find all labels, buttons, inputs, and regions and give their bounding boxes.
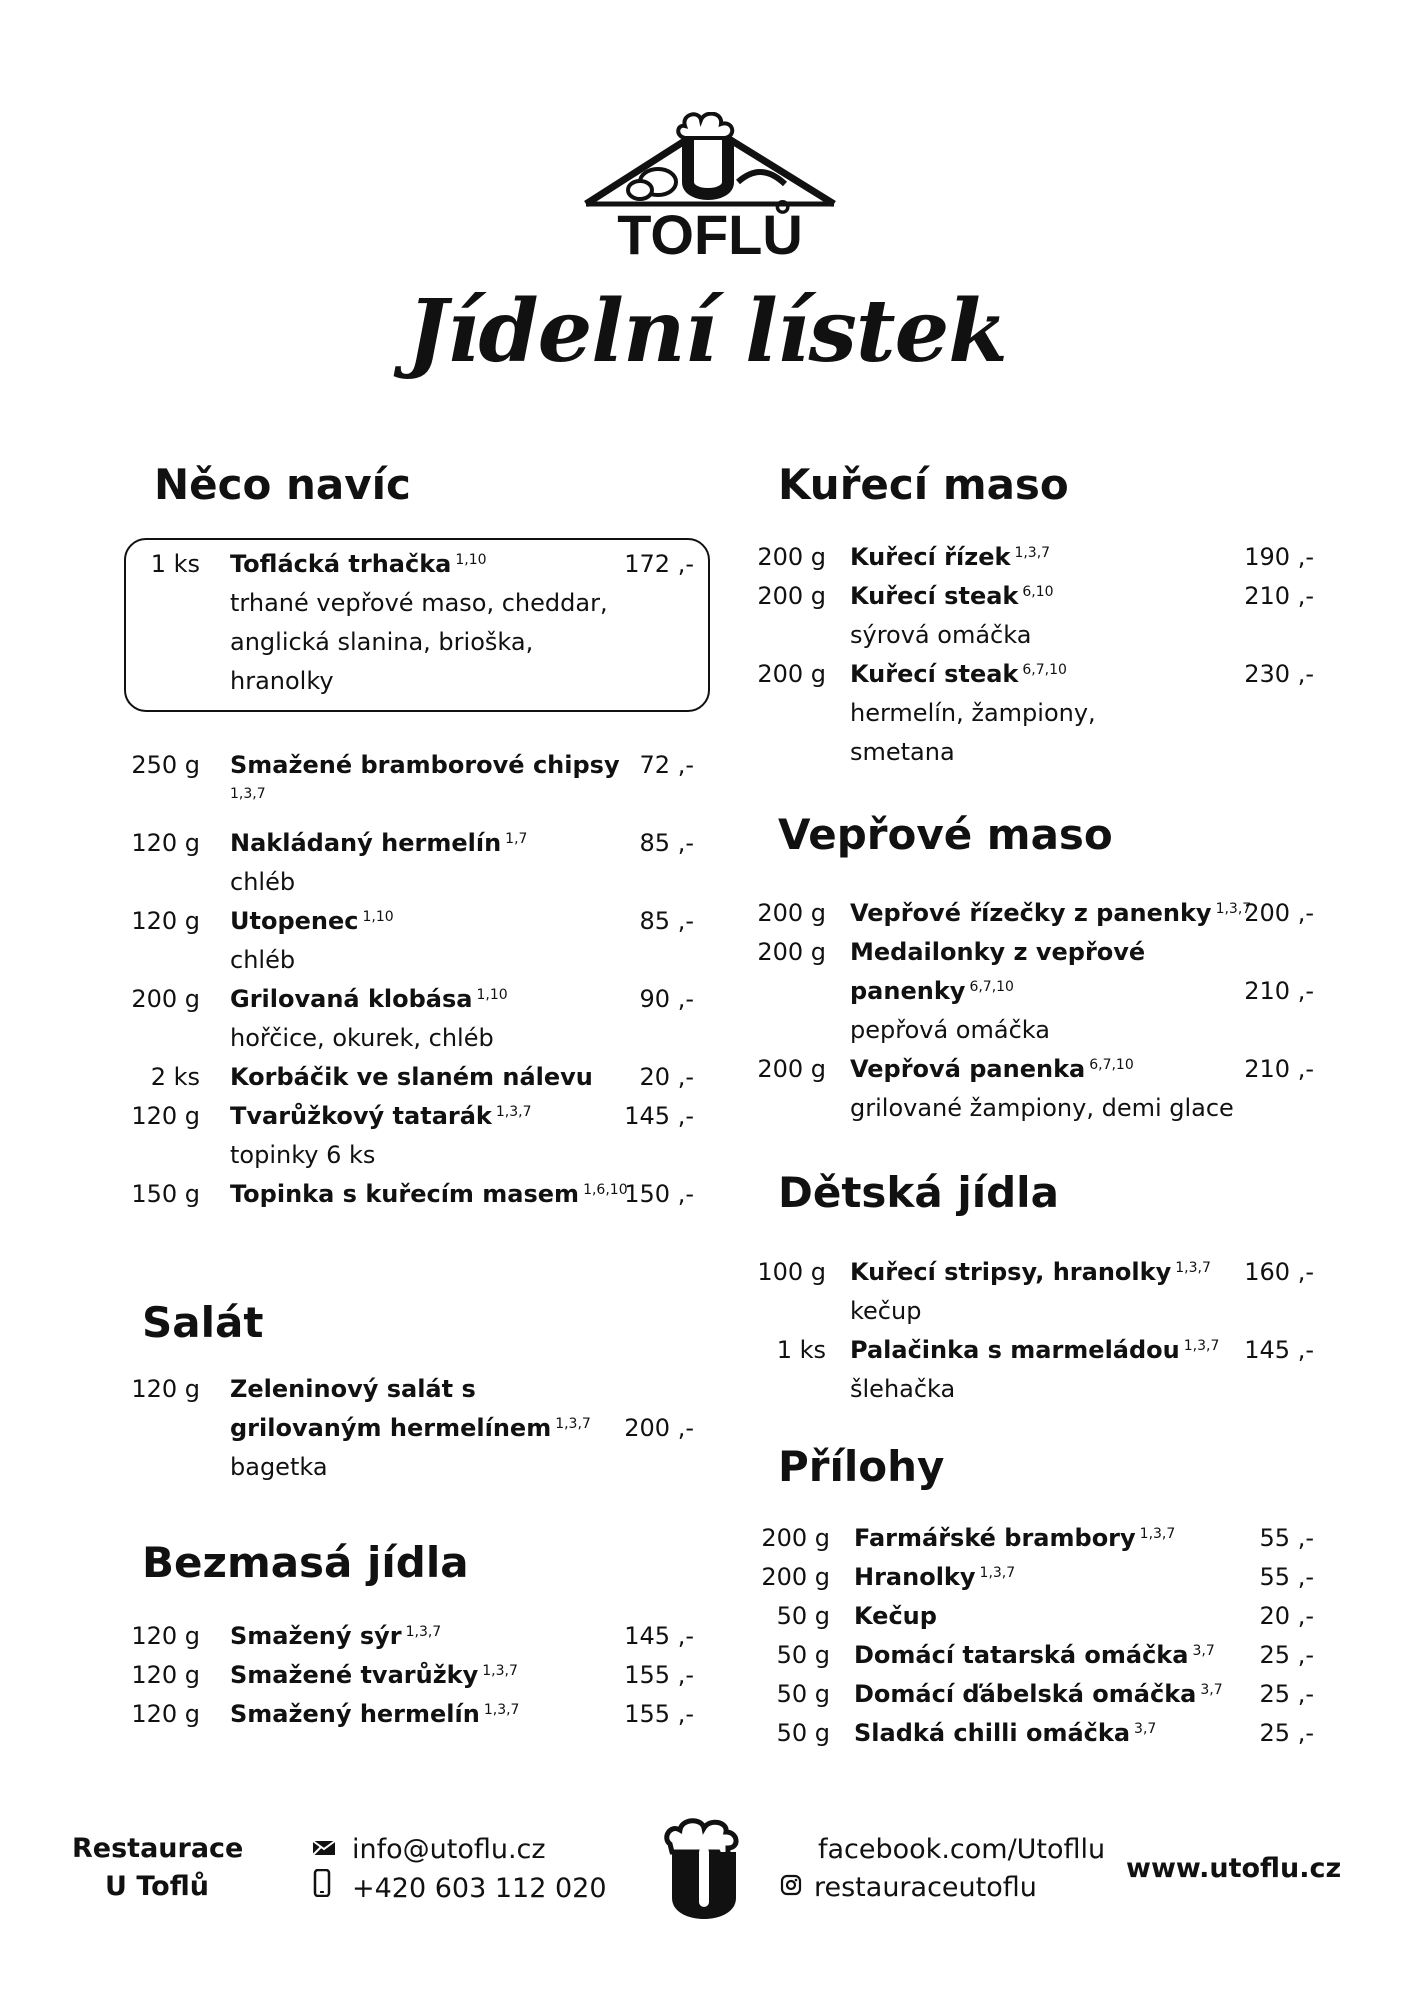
item-qty: 120 g (131, 1622, 200, 1650)
item-name-text: Smažené tvarůžky (230, 1661, 479, 1689)
item-name (230, 545, 487, 584)
item-price: 85 ,- (639, 829, 694, 857)
item-name: Smažené bramborové chipsy (230, 751, 620, 779)
item-description: sýrová omáčka (850, 621, 1032, 649)
item-price: 155 ,- (624, 1700, 694, 1728)
section-title-prilohy: Přílohy (778, 1442, 945, 1491)
item-name-text: Tvarůžkový tatarák (230, 1102, 492, 1130)
item-name (854, 1558, 1015, 1597)
footer-website[interactable]: www.utoflu.cz (1126, 1853, 1342, 1884)
item-name-text: Vepřová panenka (850, 1055, 1086, 1083)
footer-restaurant-name-2: U Toflů (105, 1871, 209, 1902)
item-qty: 100 g (757, 1258, 826, 1286)
item-name: Medailonky z vepřové (850, 938, 1146, 966)
item-price: 25 ,- (1259, 1719, 1314, 1747)
section-title-salat: Salát (142, 1298, 264, 1347)
item-price: 85 ,- (639, 907, 694, 935)
allergens: 1,3,7 (1183, 1338, 1220, 1354)
item-price: 20 ,- (639, 1063, 694, 1091)
item-name-text: Kuřecí steak (850, 582, 1019, 610)
item-qty: 50 g (776, 1602, 830, 1630)
item-name (854, 1519, 1175, 1558)
item-price: 210 ,- (1244, 1055, 1314, 1083)
item-price: 210 ,- (1244, 977, 1314, 1005)
item-qty: 200 g (757, 938, 826, 966)
item-name (230, 1695, 519, 1734)
item-qty: 200 g (761, 1524, 830, 1552)
item-qty: 200 g (757, 1055, 826, 1083)
item-description: hranolky (230, 667, 334, 695)
item-name-text: Kuřecí řízek (850, 543, 1011, 571)
instagram-text[interactable]: restauraceutoflu (814, 1872, 1037, 1903)
item-qty: 250 g (131, 751, 200, 779)
allergens: 1,3,7 (405, 1624, 442, 1640)
allergens: 1,3,7 (979, 1565, 1016, 1581)
item-price: 160 ,- (1244, 1258, 1314, 1286)
item-price: 55 ,- (1259, 1524, 1314, 1552)
item-qty: 120 g (131, 1700, 200, 1728)
item-description: trhané vepřové maso, cheddar, (230, 589, 608, 617)
item-name-text: Smažený sýr (230, 1622, 402, 1650)
item-qty: 200 g (757, 660, 826, 688)
instagram-icon (780, 1869, 808, 1907)
allergens: 1,3,7 (1175, 1260, 1211, 1276)
section-title-neco-navic: Něco navíc (154, 460, 411, 509)
item-name-text: panenky (850, 977, 966, 1005)
item-qty: 120 g (131, 907, 200, 935)
item-price: 55 ,- (1259, 1563, 1314, 1591)
item-price: 200 ,- (1244, 899, 1314, 927)
phone-text[interactable]: +420 603 112 020 (352, 1873, 607, 1904)
allergens: 3,7 (1200, 1682, 1223, 1698)
item-name: Korbáčik ve slaném nálevu (230, 1063, 593, 1091)
allergens: 1,10 (455, 552, 487, 568)
allergens: 1,3,7 (482, 1663, 518, 1679)
footer-facebook[interactable]: facebook.com/Utofllu (818, 1834, 1106, 1865)
allergens: 1,7 (505, 831, 528, 847)
item-qty: 120 g (131, 1102, 200, 1130)
item-name (230, 1097, 532, 1136)
item-name-text: Domácí ďábelská omáčka (854, 1680, 1197, 1708)
item-name-text: Domácí tatarská omáčka (854, 1641, 1189, 1669)
item-name-text: Hranolky (854, 1563, 976, 1591)
footer-phone[interactable] (312, 1869, 607, 1908)
item-name (850, 1050, 1134, 1089)
item-description: bagetka (230, 1453, 328, 1481)
allergens: 1,3,7 (1014, 545, 1051, 561)
item-description: pepřová omáčka (850, 1016, 1050, 1044)
allergens: 6,7,10 (1022, 662, 1067, 678)
item-name (850, 538, 1050, 577)
item-qty: 1 ks (150, 550, 200, 578)
item-description: hořčice, okurek, chléb (230, 1024, 494, 1052)
item-price: 190 ,- (1244, 543, 1314, 571)
item-name-text: Kuřecí stripsy, hranolky (850, 1258, 1172, 1286)
item-name-text: Sladká chilli omáčka (854, 1719, 1131, 1747)
item-description: topinky 6 ks (230, 1141, 376, 1169)
item-description: smetana (850, 738, 955, 766)
item-price: 25 ,- (1259, 1641, 1314, 1669)
item-qty: 200 g (761, 1563, 830, 1591)
item-price: 210 ,- (1244, 582, 1314, 610)
section-title-veprove: Vepřové maso (778, 810, 1113, 859)
beer-mug-logo-icon (662, 1818, 746, 1928)
allergens: 1,3,7 (483, 1702, 520, 1718)
item-description: kečup (850, 1297, 922, 1325)
item-qty: 200 g (757, 899, 826, 927)
item-price: 20 ,- (1259, 1602, 1314, 1630)
allergens: 6,7,10 (969, 979, 1014, 995)
allergens: 3,7 (1192, 1643, 1215, 1659)
item-price: 230 ,- (1244, 660, 1314, 688)
item-qty: 2 ks (150, 1063, 200, 1091)
envelope-icon (312, 1831, 340, 1869)
footer-restaurant-name: Restaurace (72, 1833, 244, 1864)
allergens: 6,10 (1022, 584, 1054, 600)
item-price: 155 ,- (624, 1661, 694, 1689)
page-title: Jídelní lístek (407, 281, 1007, 382)
item-qty: 50 g (776, 1719, 830, 1747)
item-name (230, 1175, 628, 1214)
allergens: 1,10 (362, 909, 394, 925)
item-name-text: Toflácká trhačka (230, 550, 452, 578)
item-name-text: Palačinka s marmeládou (850, 1336, 1180, 1364)
item-name (850, 655, 1067, 694)
item-name (854, 1636, 1215, 1675)
item-name-text: Nakládaný hermelín (230, 829, 502, 857)
item-price: 145 ,- (624, 1102, 694, 1130)
allergens: 6,7,10 (1089, 1057, 1134, 1073)
phone-icon (312, 1869, 340, 1908)
logo-text: TOFLŮ (617, 203, 803, 262)
allergens: 1,3,7 (1139, 1526, 1176, 1542)
item-description: hermelín, žampiony, (850, 699, 1096, 727)
item-name (850, 972, 1014, 1011)
item-name (854, 1675, 1223, 1714)
item-name (850, 1253, 1211, 1292)
allergens: 3,7 (1134, 1721, 1157, 1737)
item-name-text: Utopenec (230, 907, 359, 935)
item-qty: 120 g (131, 829, 200, 857)
item-name (230, 824, 527, 863)
item-name (850, 577, 1054, 616)
item-name (850, 894, 1251, 933)
item-qty: 120 g (131, 1375, 200, 1403)
item-qty: 150 g (131, 1180, 200, 1208)
item-price: 25 ,- (1259, 1680, 1314, 1708)
item-name-text: Topinka s kuřecím masem (230, 1180, 580, 1208)
item-name-text: Grilovaná klobása (230, 985, 473, 1013)
item-price: 145 ,- (1244, 1336, 1314, 1364)
footer-instagram[interactable] (780, 1869, 1037, 1907)
item-name (230, 1617, 441, 1656)
item-description: anglická slanina, brioška, (230, 628, 534, 656)
item-price: 90 ,- (639, 985, 694, 1013)
item-price: 72 ,- (639, 751, 694, 779)
item-description: chléb (230, 946, 296, 974)
item-price: 150 ,- (624, 1180, 694, 1208)
item-name (230, 902, 394, 941)
item-qty: 1 ks (776, 1336, 826, 1364)
section-title-bezmasa: Bezmasá jídla (142, 1538, 469, 1587)
item-qty: 120 g (131, 1661, 200, 1689)
item-price: 172 ,- (624, 550, 694, 578)
item-name-text: Kuřecí steak (850, 660, 1019, 688)
email-text[interactable]: info@utoflu.cz (352, 1834, 546, 1865)
item-qty: 200 g (757, 582, 826, 610)
item-description: šlehačka (850, 1375, 956, 1403)
item-qty: 200 g (757, 543, 826, 571)
item-name (850, 1331, 1219, 1370)
item-name: Zeleninový salát s (230, 1375, 476, 1403)
item-name-text: Farmářské brambory (854, 1524, 1136, 1552)
item-name-text: Vepřové řízečky z panenky (850, 899, 1212, 927)
item-name: Kečup (854, 1602, 937, 1630)
item-price: 145 ,- (624, 1622, 694, 1650)
item-price: 200 ,- (624, 1414, 694, 1442)
footer-email[interactable] (312, 1831, 546, 1869)
allergens: 1,3,7 (555, 1416, 591, 1432)
section-title-kureci: Kuřecí maso (778, 460, 1069, 509)
item-qty: 50 g (776, 1680, 830, 1708)
allergens: 1,3,7 (495, 1104, 532, 1120)
allergens: 1,3,7 (1215, 901, 1252, 917)
section-title-detska: Dětská jídla (778, 1168, 1059, 1217)
allergens: 1,10 (476, 987, 508, 1003)
item-name (230, 1409, 591, 1448)
item-name (230, 1656, 518, 1695)
item-name (854, 1714, 1156, 1753)
item-name-text: Smažený hermelín (230, 1700, 480, 1728)
item-name-text: grilovaným hermelínem (230, 1414, 552, 1442)
item-description: chléb (230, 868, 296, 896)
item-name (230, 980, 508, 1019)
restaurant-logo (580, 112, 840, 262)
item-qty: 50 g (776, 1641, 830, 1669)
allergens: 1,3,7 (230, 786, 266, 802)
item-description: grilované žampiony, demi glace (850, 1094, 1234, 1122)
allergens: 1,6,10 (583, 1182, 628, 1198)
item-qty: 200 g (131, 985, 200, 1013)
